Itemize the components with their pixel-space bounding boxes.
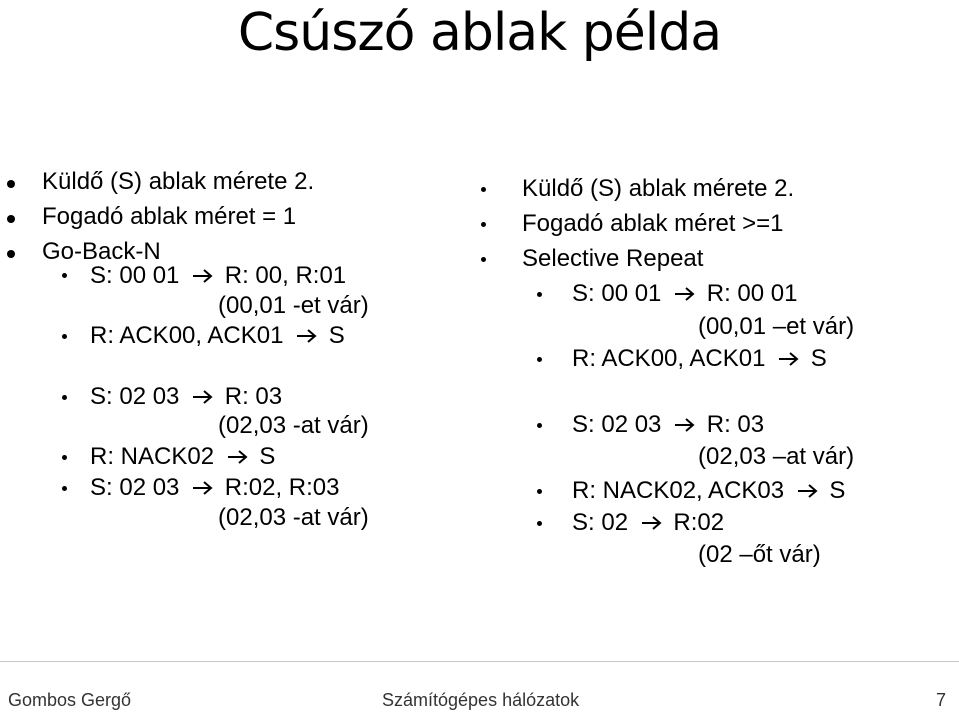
right-arrow-icon (227, 449, 249, 465)
footer-course: Számítógépes hálózatok (382, 690, 580, 710)
right-sub-note-e: (02,03 –at vár) (698, 443, 855, 470)
sub-bullet (62, 395, 67, 400)
right-item-2: Fogadó ablak méret >=1 (522, 210, 784, 237)
footer-divider (0, 661, 959, 662)
bullet (7, 215, 15, 223)
right-sub-line-a: S: 00 01 R: 00 01 (572, 280, 798, 307)
bullet (481, 187, 486, 192)
left-sub-line-f: R: NACK02 S (90, 443, 276, 470)
page-number: 7 (936, 690, 947, 710)
right-sub-line-g: S: 02 R:02 (572, 509, 725, 536)
right-arrow-icon (192, 268, 214, 284)
right-arrow-icon (674, 286, 696, 302)
right-arrow-icon (778, 351, 800, 367)
right-sub-note-h: (02 –őt vár) (698, 541, 821, 568)
right-sub-line-f: R: NACK02, ACK03 S (572, 477, 846, 504)
sub-bullet (537, 292, 542, 297)
left-item-3: Go-Back-N (42, 238, 161, 265)
sub-bullet (62, 334, 67, 339)
right-arrow-icon (192, 480, 214, 496)
right-arrow-icon (641, 515, 663, 531)
footer-author: Gombos Gergő (8, 690, 132, 710)
sub-bullet (62, 273, 67, 278)
sub-bullet (537, 357, 542, 362)
bullet (7, 250, 15, 258)
slide-title: Csúszó ablak példa (237, 3, 722, 63)
left-sub-line-c: R: ACK00, ACK01 S (90, 322, 345, 349)
left-sub-line-a: S: 00 01 R: 00, R:01 (90, 262, 347, 289)
sub-bullet (537, 521, 542, 526)
left-sub-note-e: (02,03 -at vár) (218, 412, 369, 439)
sub-bullet (537, 489, 542, 494)
left-sub-line-g: S: 02 03 R:02, R:03 (90, 474, 340, 501)
right-arrow-icon (674, 417, 696, 433)
right-arrow-icon (296, 328, 318, 344)
left-sub-line-d: S: 02 03 R: 03 (90, 383, 283, 410)
right-arrow-icon (797, 483, 819, 499)
sub-bullet (62, 486, 67, 491)
right-sub-note-b: (00,01 –et vár) (698, 313, 855, 340)
bullet (481, 222, 486, 227)
left-sub-note-b: (00,01 -et vár) (218, 292, 369, 319)
right-item-1: Küldő (S) ablak mérete 2. (522, 175, 795, 202)
sub-bullet (62, 455, 67, 460)
right-sub-line-d: S: 02 03 R: 03 (572, 411, 765, 438)
left-item-2: Fogadó ablak méret = 1 (42, 203, 297, 230)
right-item-3: Selective Repeat (522, 245, 704, 272)
bullet (7, 180, 15, 188)
left-sub-note-h: (02,03 -at vár) (218, 504, 369, 531)
sub-bullet (537, 423, 542, 428)
right-sub-line-c: R: ACK00, ACK01 S (572, 345, 827, 372)
bullet (481, 257, 486, 262)
right-arrow-icon (192, 389, 214, 405)
left-item-1: Küldő (S) ablak mérete 2. (42, 168, 315, 195)
